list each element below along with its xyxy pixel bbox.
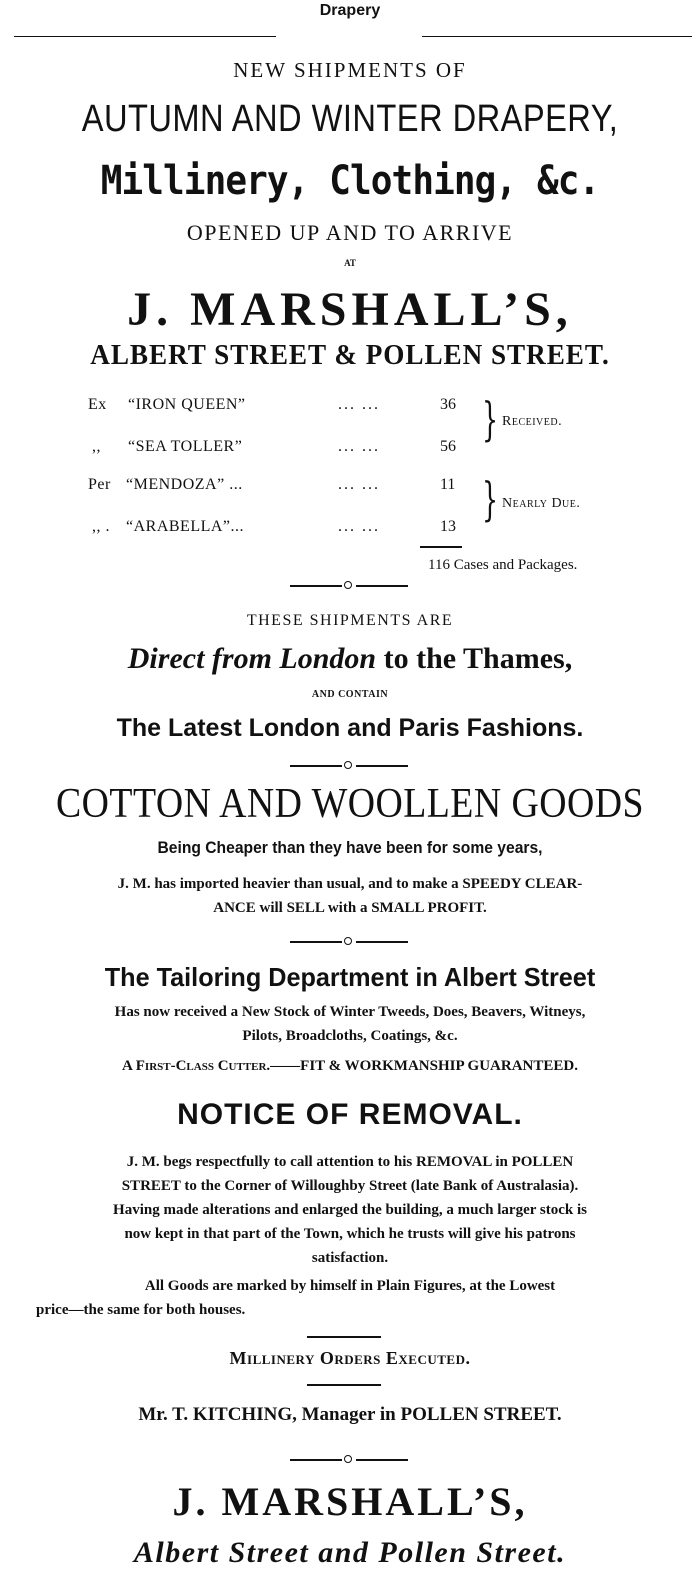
headline-line4: OPENED UP AND TO ARRIVE: [186, 220, 514, 245]
shipment-ship: “IRON QUEEN”: [128, 396, 246, 413]
headline-line6: J. MARSHALL’S,: [127, 283, 573, 336]
shipment-count: 36: [440, 396, 456, 413]
footer-name: J. MARSHALL’S,: [172, 1479, 528, 1524]
nearly-due-label: Nearly Due.: [502, 496, 581, 511]
shipment-prefix: Per: [88, 476, 111, 493]
direct-fashions: The Latest London and Paris Fashions.: [116, 714, 584, 742]
short-divider: [307, 1336, 381, 1338]
short-divider: [307, 1384, 381, 1386]
shipment-count: 13: [440, 518, 456, 535]
shipment-prefix: ,,: [92, 438, 101, 455]
fit-guarantee: ——FIT & WORKMANSHIP GUARANTEED.: [270, 1058, 578, 1074]
removal-line: Having made alterations and enlarged the building, a much larger stock is: [113, 1202, 587, 1218]
shipment-ship: “MENDOZA” ...: [126, 476, 243, 493]
direct-contain: AND CONTAIN: [311, 689, 389, 700]
removal-line: satisfaction.: [311, 1250, 389, 1266]
direct-heading: [0, 642, 700, 676]
tailoring-title: The Tailoring Department in Albert Street: [104, 962, 596, 992]
shipment-dots: ... ...: [338, 518, 380, 535]
shipment-count: 11: [440, 476, 456, 493]
direct-rest: to the Thames,: [376, 642, 573, 675]
removal-line: All Goods are marked by himself in Plain Figures, at the Lowest: [144, 1278, 556, 1294]
shipments-total: 116 Cases and Packages.: [428, 557, 578, 573]
ornament-divider: [290, 582, 408, 590]
ornament-divider: [290, 762, 408, 770]
removal-line: price—the same for both houses.: [36, 1302, 246, 1318]
shipment-dots: ... ...: [338, 438, 380, 455]
cotton-text-line2: ANCE will SELL with a SMALL PROFIT.: [213, 900, 487, 916]
total-rule: [420, 546, 462, 548]
footer-address: Albert Street and Pollen Street.: [133, 1536, 567, 1569]
removal-line: STREET to the Corner of Willoughby Street (late Bank of Australasia).: [121, 1178, 579, 1194]
tailoring-text-line2: Pilots, Broadcloths, Coatings, &c.: [242, 1028, 458, 1044]
brace-received-icon: }: [482, 392, 499, 446]
removal-line: J. M. begs respectfully to call attention to his REMOVAL in POLLEN: [126, 1154, 574, 1170]
removal-title: NOTICE OF REMOVAL.: [177, 1098, 523, 1131]
shipment-dots: ... ...: [338, 396, 380, 413]
shipment-count: 56: [440, 438, 456, 455]
removal-line: now kept in that part of the Town, which he trusts will give his patrons: [124, 1226, 576, 1242]
millinery-orders: Millinery Orders Executed.: [229, 1348, 471, 1368]
header-title: Drapery: [319, 2, 381, 19]
headline-line7: ALBERT STREET & POLLEN STREET.: [90, 340, 610, 371]
tailoring-guarantee-line: [0, 1058, 700, 1075]
received-label: Received.: [502, 414, 563, 429]
shipment-dots: ... ...: [338, 476, 380, 493]
headline-line1: NEW SHIPMENTS OF: [233, 58, 467, 82]
first-class-cutter: A First-Class Cutter.: [122, 1058, 271, 1074]
headline-line2: AUTUMN AND WINTER DRAPERY,: [81, 98, 619, 140]
shipment-ship: “ARABELLA”...: [126, 518, 245, 535]
cotton-text-line1: J. M. has imported heavier than usual, and to make a SPEEDY CLEAR-: [117, 876, 583, 892]
headline-line3: Millinery, Clothing, &c.: [100, 158, 600, 204]
direct-intro: THESE SHIPMENTS ARE: [246, 612, 454, 629]
ornament-divider: [290, 1456, 408, 1464]
cotton-title: COTTON AND WOOLLEN GOODS: [56, 781, 644, 827]
header-rule-right: [422, 36, 692, 37]
brace-nearly-due-icon: }: [482, 472, 499, 526]
shipment-prefix: Ex: [88, 396, 107, 413]
headline-line5: AT: [344, 258, 356, 268]
manager-line: Mr. T. KITCHING, Manager in POLLEN STREET.: [138, 1404, 562, 1425]
ornament-divider: [290, 938, 408, 946]
cotton-subtitle: Being Cheaper than they have been for some years,: [157, 838, 543, 857]
direct-italic: Direct from London: [127, 642, 377, 675]
shipment-ship: “SEA TOLLER”: [128, 438, 243, 455]
tailoring-text-line1: Has now received a New Stock of Winter Tweeds, Does, Beavers, Witneys,: [114, 1004, 586, 1020]
header-rule-left: [14, 36, 276, 37]
shipment-prefix: ,, .: [92, 518, 110, 535]
